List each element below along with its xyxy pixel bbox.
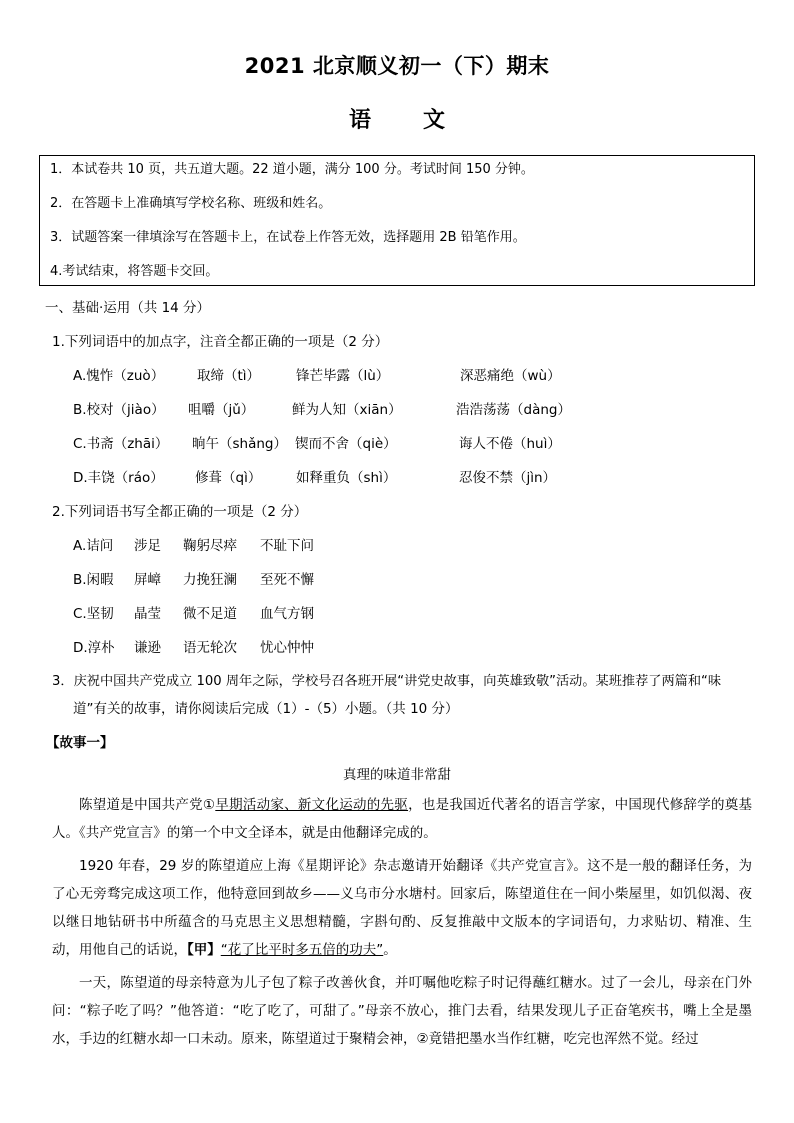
story-1-title: 真理的味道非常甜 [343,767,451,783]
subject-char-1: 语 [348,108,371,133]
page-title: 2021 北京顺义初一（下）期末 [244,54,550,78]
q2-option-b-2: 屏嶂 [134,572,161,588]
q1-option-c-4: 诲人不倦（huì） [459,436,561,452]
question-1-stem: 1.下列词语中的加点字，注音全都正确的一项是（2 分） [52,334,389,350]
q1-option-c-1: C.书斋（zhāi） [73,436,169,452]
q1-option-b-4: 浩浩荡荡（dàng） [456,402,571,418]
q2-option-c-3: 微不足道 [183,606,237,622]
q1-option-b-1: B.校对（jiào） [73,402,165,418]
section-heading: 一、基础·运用（共 14 分） [45,300,211,316]
q2-option-c-4: 血气方钢 [260,606,314,622]
q1-option-a-4: 深恶痛绝（wù） [460,368,561,384]
q1-option-d-4: 忍俊不禁（jìn） [459,470,557,486]
q2-option-c-2: 晶莹 [134,606,161,622]
q2-option-b-1: B.闲暇 [73,572,114,588]
q1-option-c-2: 晌午（shǎng） [192,436,287,452]
q1-option-a-2: 取缔（tì） [197,368,261,384]
q1-option-a-3: 锋芒毕露（lù） [296,368,390,384]
q2-option-d-3: 语无轮次 [183,640,237,656]
q2-option-a-2: 涉足 [134,538,161,554]
subject-char-2: 文 [423,108,446,133]
q2-option-a-4: 不耻下问 [260,538,314,554]
q1-option-a-1: A.愧怍（zuò） [73,368,165,384]
q2-option-c-1: C.坚韧 [73,606,114,622]
notice-line-4: 4.考试结束，将答题卡交回。 [50,264,219,279]
story-paragraph-2 [52,852,752,964]
q1-option-d-2: 修葺（qì） [195,470,262,486]
notice-line-2: 2．在答题卡上准确填写学校名称、班级和姓名。 [50,196,332,211]
q2-option-a-3: 鞠躬尽瘁 [183,538,237,554]
q2-option-b-3: 力挽狂澜 [183,572,237,588]
story-text: 1920 年春，29 岁的陈望道应上海《星期评论》杂志邀请开始翻译《共产党宣言》。这不是一般的翻译任务，为了心无旁骛完成这项工作，他特意回到故乡——义乌市分水塘村。回家后，陈望道住在一间小柴屋里，如饥似渴、夜以继日地钻研书中所蕴含的马克思主义思想精髓，字斟句酌、反复推敲中文版本的字词语句，力求贴切、精准、生动，用他自己的话说， [52,858,752,958]
question-3-line-1: 3．庆祝中国共产党成立 100 周年之际，学校号召各班开展“讲党史故事，向英雄致敬”活动。某班推荐了两篇和“味 [52,674,722,689]
underlined-phrase-1: 早期活动家、新文化运动的先驱 [215,797,409,813]
q2-option-d-2: 谦逊 [134,640,161,656]
q1-option-b-2: 咀嚼（jǔ） [188,402,255,418]
page-subject [0,103,794,134]
notice-box [39,155,755,286]
underlined-phrase-2: “花了比平时多五倍的功夫” [220,942,384,958]
q2-option-d-1: D.淳朴 [73,640,115,656]
q2-option-b-4: 至死不懈 [260,572,314,588]
q1-option-b-3: 鲜为人知（xiān） [292,402,402,418]
notice-line-3: 3．试题答案一律填涂写在答题卡上，在试卷上作答无效，选择题用 2B 铅笔作用。 [50,230,526,245]
question-2-stem: 2.下列词语书写全都正确的一项是（2 分） [52,504,308,520]
story-text: 陈望道是中国共产党① [79,797,216,813]
notice-line-1: 1．本试卷共 10 页，共五道大题。22 道小题，满分 100 分。考试时间 150 分钟。 [50,162,534,177]
q1-option-d-3: 如释重负（shì） [296,470,397,486]
story-paragraph-1 [52,791,752,847]
story-1-label: 【故事一】 [46,735,114,751]
story-text: 。 [383,942,397,958]
mark-jia: 【甲】 [187,942,221,958]
q1-option-c-3: 锲而不舍（qiè） [295,436,397,452]
q2-option-d-4: 忧心忡忡 [260,640,314,656]
story-paragraph-3: 一天，陈望道的母亲特意为儿子包了粽子改善伙食，并叮嘱他吃粽子时记得蘸红糖水。过了一会儿，母亲在门外问：“粽子吃了吗？”他答道：“吃了吃了，可甜了。”母亲不放心，推门去看，结果发现儿子正奋笔疾书，嘴上全是墨水，手边的红糖水却一口未动。原来，陈望道过于聚精会神，②竟错把墨水当作红糖，吃完也浑然不觉。经过 [52,975,752,1047]
q1-option-d-1: D.丰饶（ráo） [73,470,164,486]
q2-option-a-1: A.诘问 [73,538,114,554]
question-3-line-2: 道”有关的故事，请你阅读后完成（1）-（5）小题。（共 10 分） [73,701,459,717]
story-text: ，也是我国近代著名的语言学家，中国现代修辞学的奠基人。《共产党宣言》的第一个中文全译本，就是由他翻译完成的。 [52,797,753,841]
